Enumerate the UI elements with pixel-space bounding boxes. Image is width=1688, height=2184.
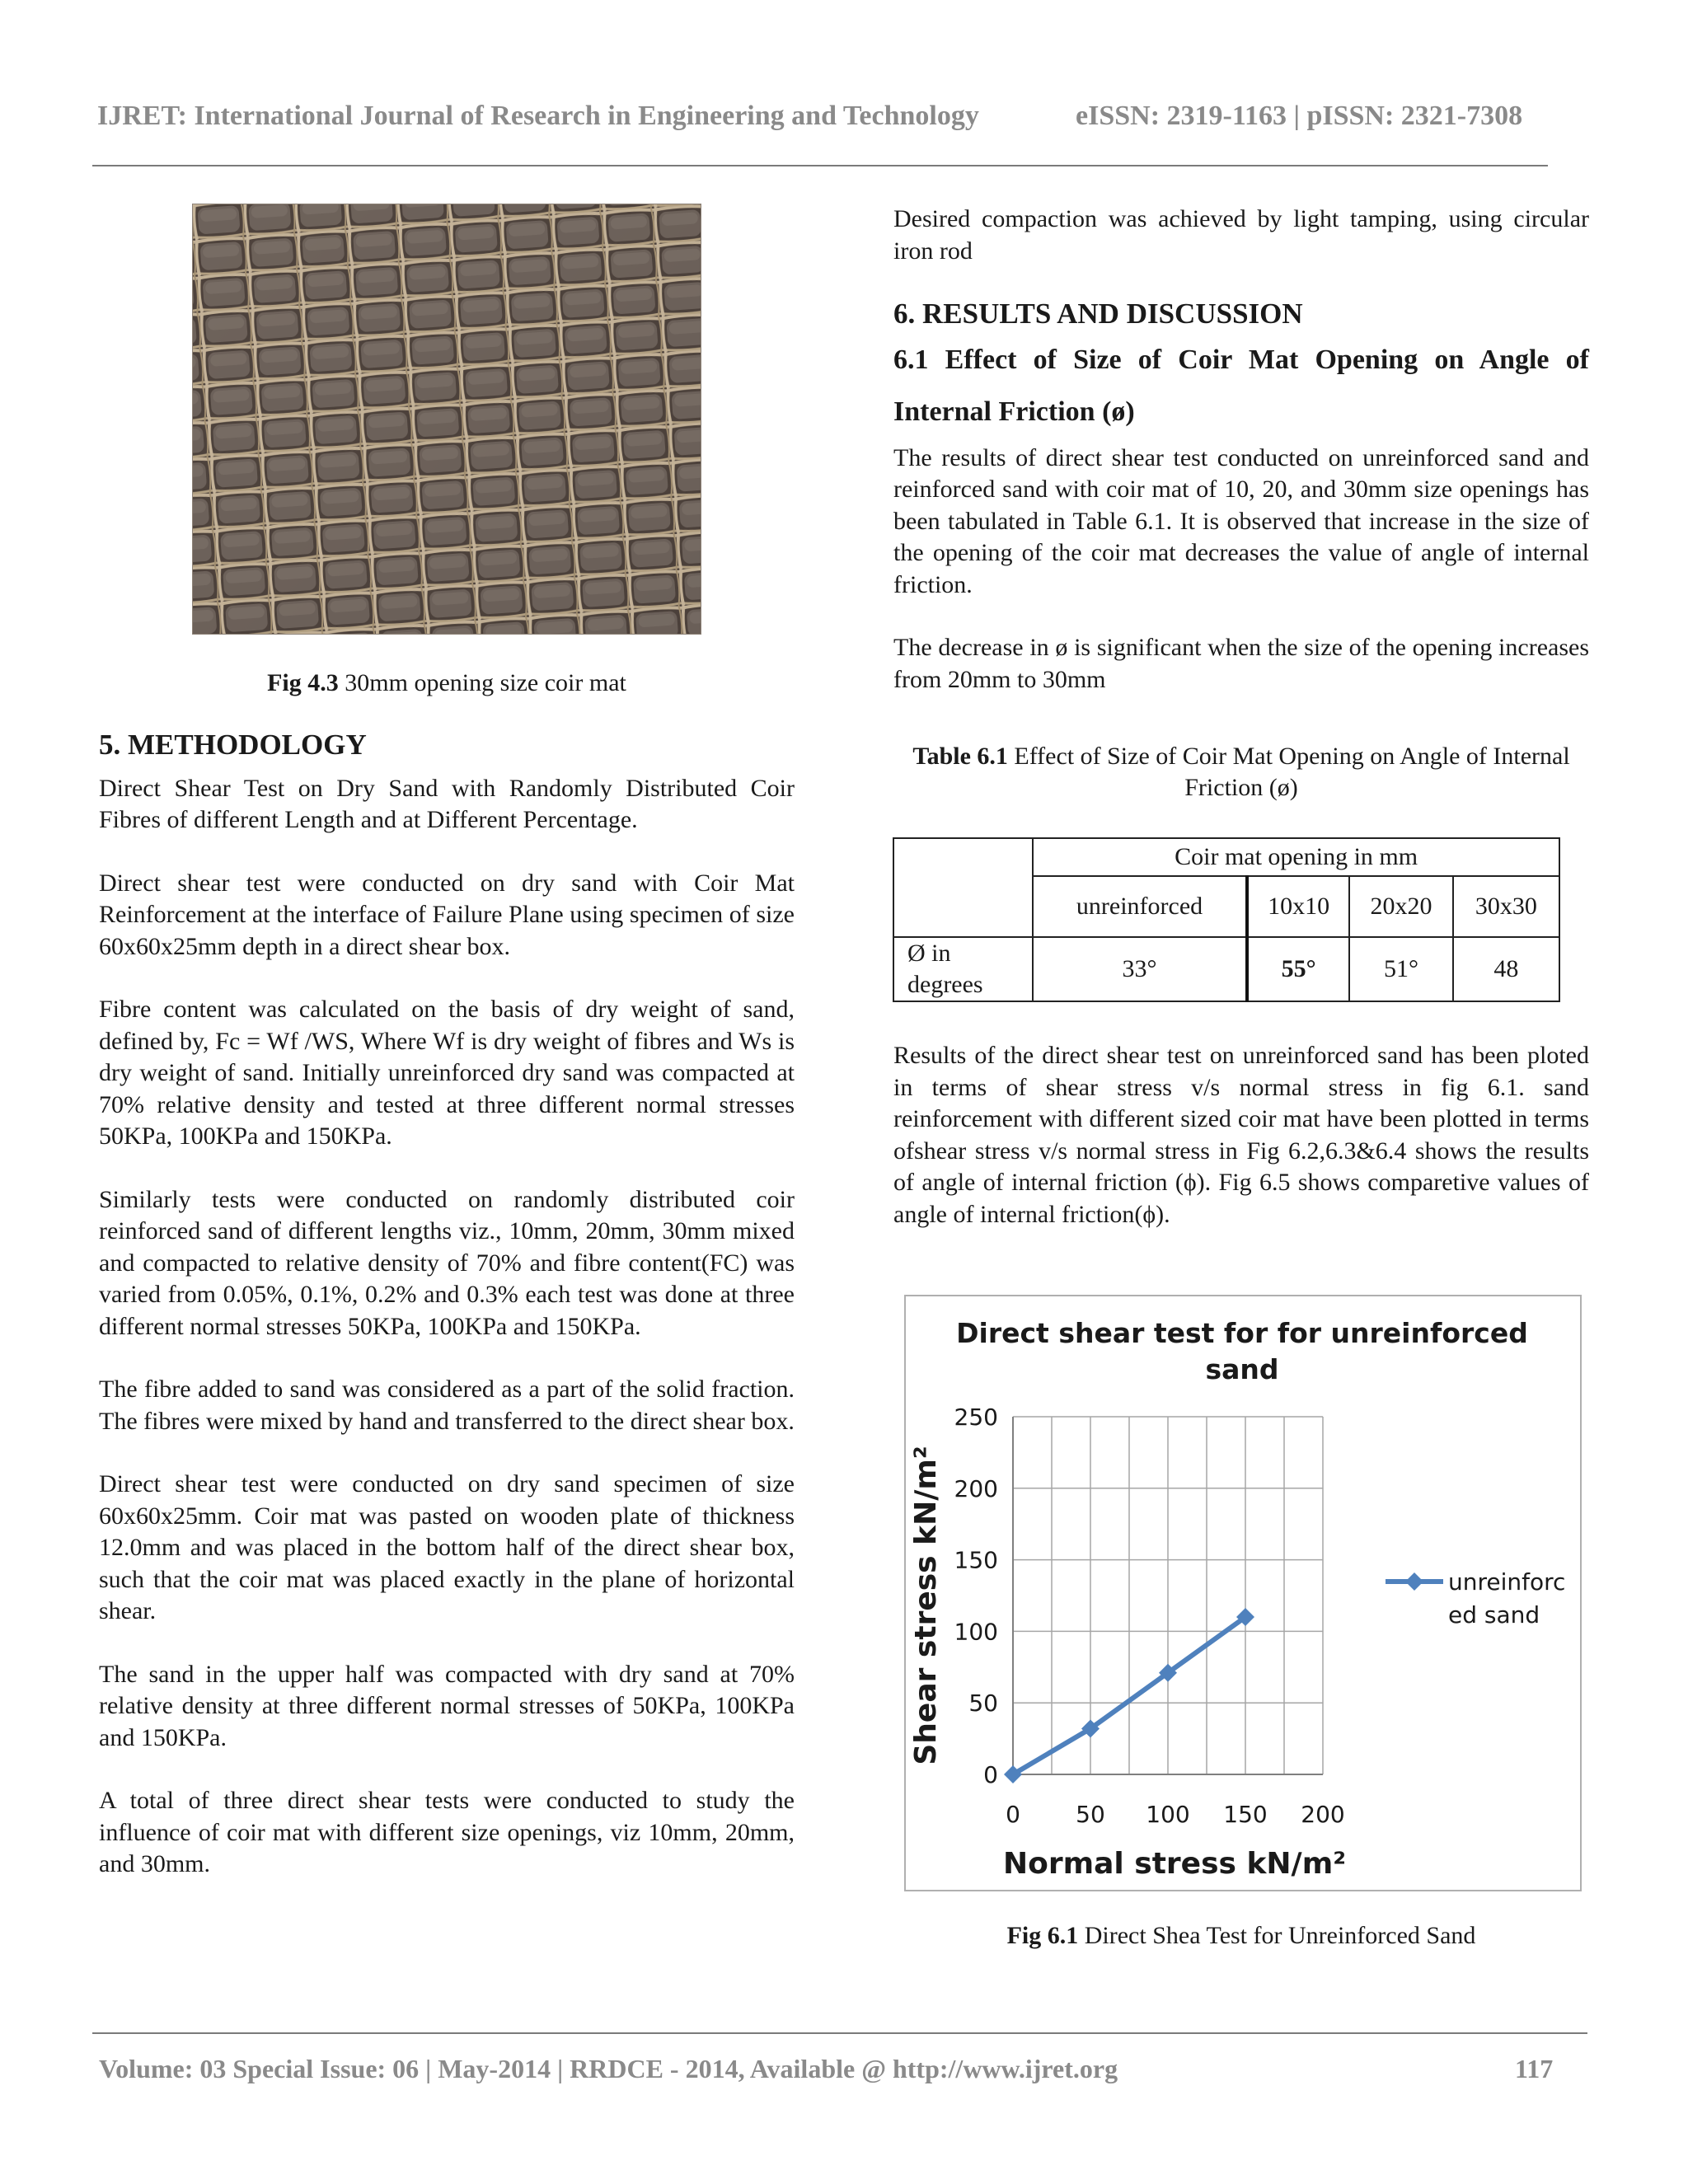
journal-header: IJRET: International Journal of Research in Engineering and Technology <box>97 101 979 131</box>
results-paragraph-1: The results of direct shear test conducted on unreinforced sand and reinforced sand with coir mat of 10, 20, and 30mm size openings has been tabulated in Table 6.1. It is observed that increase in the size of the opening of the coir mat decreases the value of angle of internal friction. <box>893 443 1589 598</box>
legend-marker <box>1405 1572 1423 1591</box>
results-heading: 6. RESULTS AND DISCUSSION <box>893 298 1303 330</box>
fig-6-1-label: Fig 6.1 <box>1006 1922 1079 1949</box>
fig-6-1-caption <box>893 1920 1589 1952</box>
table-group-header: Coir mat opening in mm <box>1033 838 1559 876</box>
results-paragraph-2: The decrease in ø is significant when the size of the opening increases from 20mm to 30mm <box>893 634 1589 693</box>
methodology-paragraph-1: Direct Shear Test on Dry Sand with Randomly Distributed Coir Fibres of different Length and at Different Percentage. <box>99 774 795 833</box>
y-tick-label: 100 <box>954 1618 998 1646</box>
chart-title-line-2: sand <box>1205 1353 1279 1385</box>
right-intro-paragraph: Desired compaction was achieved by light tamping, using circular iron rod <box>893 205 1589 265</box>
x-tick-label: 200 <box>1301 1801 1345 1828</box>
fig-4-3-text: 30mm opening size coir mat <box>338 669 626 696</box>
footer-rule <box>92 2032 1587 2034</box>
table-col-header-30x30: 30x30 <box>1453 876 1559 937</box>
methodology-paragraph-6: Direct shear test were conducted on dry sand specimen of size 60x60x25mm. Coir mat was pasted on wooden plate of thickness 12.0mm and was placed in the bottom half of the direct shear box, such that the coir mat was placed exactly in the plane of horizontal shear. <box>99 1470 795 1624</box>
chart-y-axis-label: Shear stress kN/m² <box>909 1446 943 1765</box>
chart-frame <box>904 1295 1582 1891</box>
chart-x-axis-label: Normal stress kN/m² <box>1003 1847 1346 1881</box>
y-tick-label: 200 <box>954 1474 998 1502</box>
table-col-header-10x10: 10x10 <box>1247 876 1349 937</box>
table-header-group-row <box>893 838 1559 876</box>
methodology-paragraph-7: The sand in the upper half was compacted with dry sand at 70% relative density at three different normal stresses of 50KPa, 100KPa and 150KPa. <box>99 1660 795 1751</box>
table-cell-20x20: 51° <box>1349 937 1452 1001</box>
table-cell-30x30: 48 <box>1453 937 1559 1001</box>
methodology-paragraph-2: Direct shear test were conducted on dry sand with Coir Mat Reinforcement at the interface of Failure Plane using specimen of size 60x60x25mm depth in a direct shear box. <box>99 869 795 960</box>
shear-chart <box>906 1296 1580 1890</box>
x-tick-label: 150 <box>1223 1801 1268 1828</box>
y-tick-label: 0 <box>983 1761 998 1788</box>
legend-label-line-1: unreinforc <box>1448 1568 1566 1596</box>
x-tick-label: 100 <box>1146 1801 1190 1828</box>
table-cell-10x10: 55° <box>1247 937 1349 1001</box>
table-row <box>893 937 1559 1001</box>
y-tick-label: 50 <box>968 1690 998 1718</box>
legend-label-line-2: ed sand <box>1448 1601 1540 1629</box>
table-6-1-caption-text: Effect of Size of Coir Mat Opening on Angle of Internal Friction (ø) <box>1007 743 1570 801</box>
after-table-paragraph: Results of the direct shear test on unreinforced sand has been ploted in terms of shear stress v/s normal stress in fig 6.1. sand reinforcement with different sized coir mat have been plotted in terms ofshear stress v/s normal stress in Fig 6.2,6.3&6.4 shows the results of angle of internal friction (ϕ). Fig 6.5 shows comparetive values of angle of internal friction(ϕ). <box>893 1042 1589 1228</box>
table-col-header-unreinforced: unreinforced <box>1033 876 1247 937</box>
fig-6-1-text: Direct Shea Test for Unreinforced Sand <box>1078 1922 1476 1949</box>
x-tick-label: 0 <box>1006 1801 1020 1828</box>
footer-volume: Volume: 03 Special Issue: 06 | May-2014 | RRDCE - 2014, Available @ http://www.ijret.org <box>99 2054 1118 2083</box>
methodology-heading: 5. METHODOLOGY <box>99 729 367 761</box>
table-6-1-caption <box>893 741 1589 804</box>
table-row-label: Ø in degrees <box>893 937 1033 1001</box>
issn-header: eISSN: 2319-1163 | pISSN: 2321-7308 <box>1076 101 1523 131</box>
fig-4-3-caption <box>192 668 701 699</box>
section-6-1-heading: 6.1 Effect of Size of Coir Mat Opening on Angle of Internal Friction (ø) <box>893 344 1589 427</box>
methodology-paragraph-8: A total of three direct shear tests were conducted to study the influence of coir mat with different size openings, viz 10mm, 20mm, and 30mm. <box>99 1787 795 1877</box>
coir-mat-image <box>192 204 701 635</box>
methodology-paragraph-5: The fibre added to sand was considered as a part of the solid fraction. The fibres were mixed by hand and transferred to the direct shear box. <box>99 1376 795 1435</box>
results-table <box>893 837 1560 1002</box>
chart-grid <box>1013 1417 1323 1774</box>
header-rule <box>92 165 1548 166</box>
y-tick-label: 150 <box>954 1546 998 1574</box>
right-column <box>893 204 1589 727</box>
chart-legend <box>1386 1568 1565 1629</box>
table-corner-cell <box>893 838 1033 937</box>
left-column <box>99 729 795 1912</box>
table-cell-unreinforced: 33° <box>1033 937 1247 1001</box>
methodology-paragraph-4: Similarly tests were conducted on randomly distributed coir reinforced sand of different lengths viz., 10mm, 20mm, 30mm mixed and compacted to relative density of 70% and fibre content(FC) was varied from 0.05%, 0.1%, 0.2% and 0.3% each test was done at three different normal stresses 50KPa, 100KPa and 150KPa. <box>99 1185 795 1340</box>
table-col-header-20x20: 20x20 <box>1349 876 1452 937</box>
after-table-block <box>893 1040 1589 1262</box>
y-tick-label: 250 <box>954 1404 998 1431</box>
page-number: 117 <box>1515 2054 1554 2083</box>
chart-title-line-1: Direct shear test for for unreinforced <box>956 1317 1528 1349</box>
table-6-1-label: Table 6.1 <box>912 743 1008 770</box>
coir-mat-photo <box>192 204 701 635</box>
methodology-paragraph-3: Fibre content was calculated on the basis of dry weight of sand, defined by, Fc = Wf /WS, Where Wf is dry weight of fibres and Ws is dry weight of sand. Initially unreinforced dry sand was compacted at 70% relative density and tested at three different normal stresses 50KPa, 100KPa and 150KPa. <box>99 996 795 1150</box>
fig-4-3-label: Fig 4.3 <box>267 669 339 696</box>
x-tick-label: 50 <box>1076 1801 1105 1828</box>
